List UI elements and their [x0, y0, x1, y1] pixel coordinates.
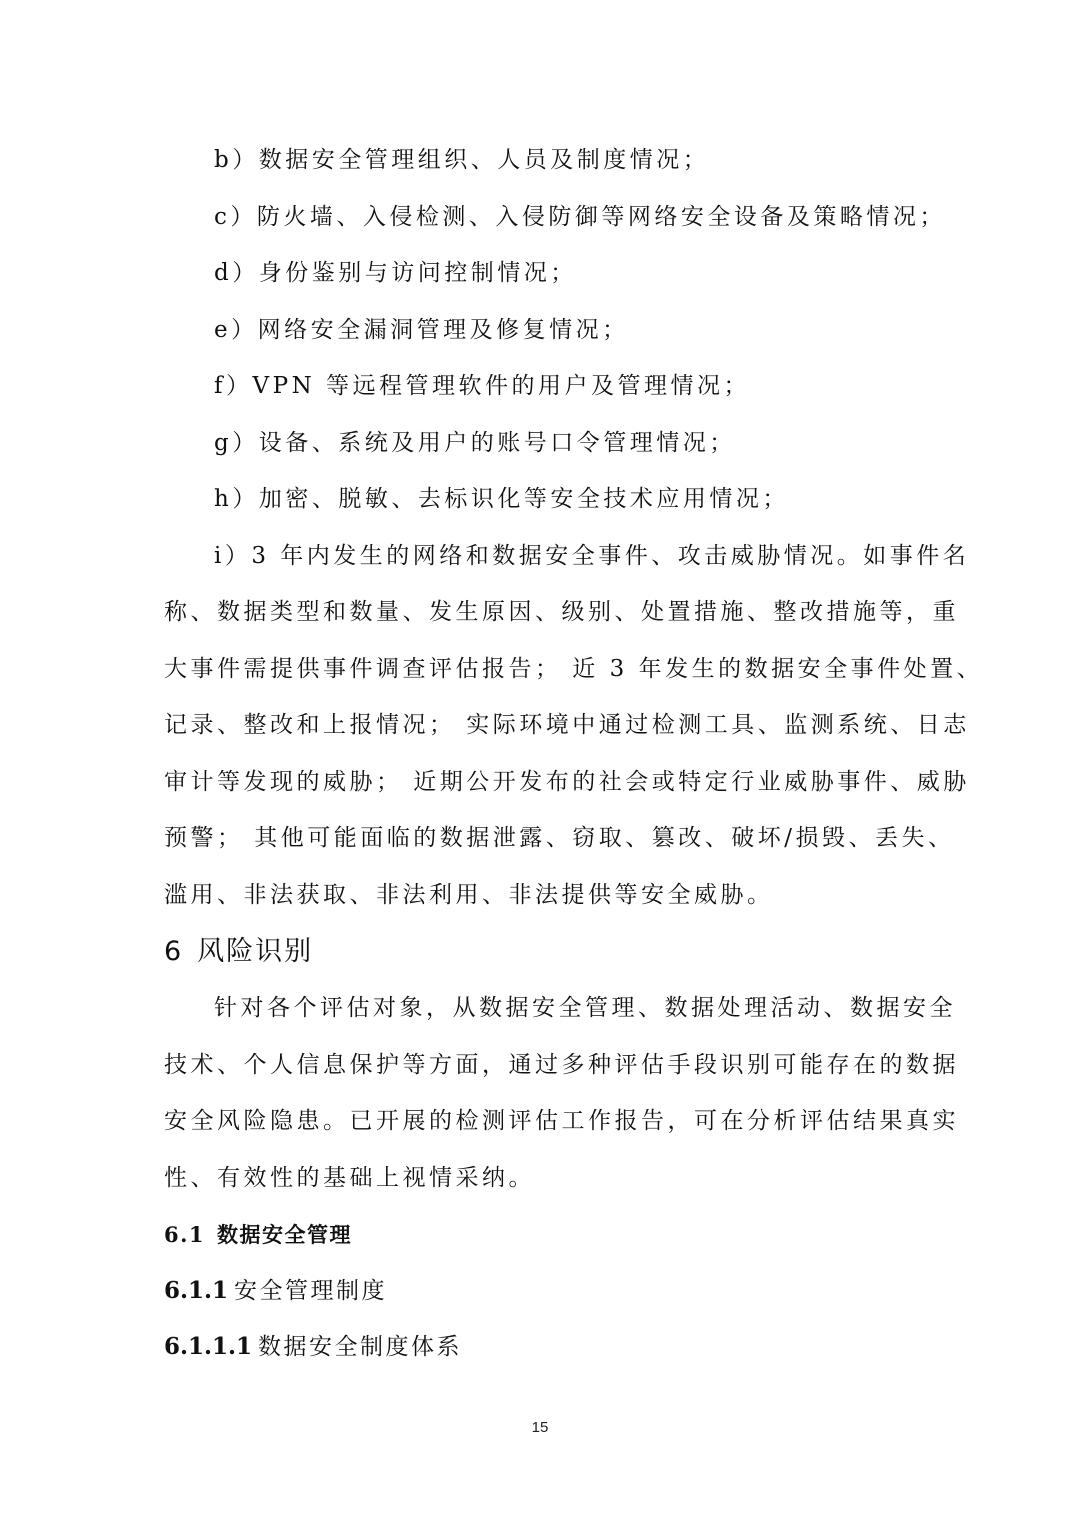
- section-6-heading: [164, 935, 313, 969]
- section-6-1-1-1-title: 数据安全制度体系: [258, 1334, 463, 1360]
- list-item-i-line-3: 大事件需提供事件调查评估报告； 近 3 年发生的数据安全事件处置、: [164, 656, 984, 682]
- list-item-e: e）网络安全漏洞管理及修复情况；: [214, 317, 629, 343]
- list-item-c: c）防火墙、入侵检测、入侵防御等网络安全设备及策略情况；: [214, 204, 946, 230]
- list-item-f: f）VPN 等远程管理软件的用户及管理情况；: [214, 373, 751, 399]
- section-6-title: 风险识别: [197, 936, 314, 967]
- list-item-d: d）身份鉴别与访问控制情况；: [214, 260, 577, 286]
- list-item-h: h）加密、脱敏、去标识化等安全技术应用情况；: [214, 486, 789, 512]
- section-6-1-1-number: 6.1.1: [164, 1277, 229, 1304]
- list-item-i-line-6: 预警； 其他可能面临的数据泄露、窃取、篡改、破坏/损毁、丢失、: [164, 825, 955, 851]
- list-item-i-line-4: 记录、整改和上报情况； 实际环境中通过检测工具、监测系统、日志: [164, 712, 970, 738]
- section-6-number: 6: [164, 936, 184, 967]
- list-item-g: g）设备、系统及用户的账号口令管理情况；: [214, 430, 736, 456]
- list-item-i-line-2: 称、数据类型和数量、发生原因、级别、处置措施、整改措施等，重: [164, 599, 959, 625]
- section-6-1-1-1-number: 6.1.1.1: [164, 1333, 253, 1360]
- section-6-1-1-heading: [164, 1276, 387, 1306]
- list-item-b: b）数据安全管理组织、人员及制度情况；: [214, 147, 710, 173]
- section-6-paragraph-line-4: 性、有效性的基础上视情采纳。: [164, 1165, 535, 1191]
- list-item-i-line-7: 滥用、非法获取、非法利用、非法提供等安全威胁。: [164, 882, 774, 908]
- page-number: 15: [531, 1419, 549, 1436]
- section-6-paragraph-line-1: 针对各个评估对象，从数据安全管理、数据处理活动、数据安全: [214, 995, 956, 1021]
- section-6-1-1-title: 安全管理制度: [234, 1278, 388, 1304]
- section-6-paragraph-line-3: 安全风险隐患。已开展的检测评估工作报告，可在分析评估结果真实: [164, 1108, 959, 1134]
- section-6-1-1-1-heading: [164, 1332, 462, 1362]
- section-6-1-heading: [164, 1220, 352, 1250]
- section-6-1-title: 数据安全管理: [217, 1222, 353, 1247]
- list-item-i-line-1: i）3 年内发生的网络和数据安全事件、攻击威胁情况。如事件名: [214, 543, 970, 569]
- section-6-paragraph-line-2: 技术、个人信息保护等方面，通过多种评估手段识别可能存在的数据: [164, 1052, 959, 1078]
- list-item-i-line-5: 审计等发现的威胁； 近期公开发布的社会或特定行业威胁事件、威胁: [164, 769, 970, 795]
- section-6-1-number: 6.1: [164, 1222, 206, 1247]
